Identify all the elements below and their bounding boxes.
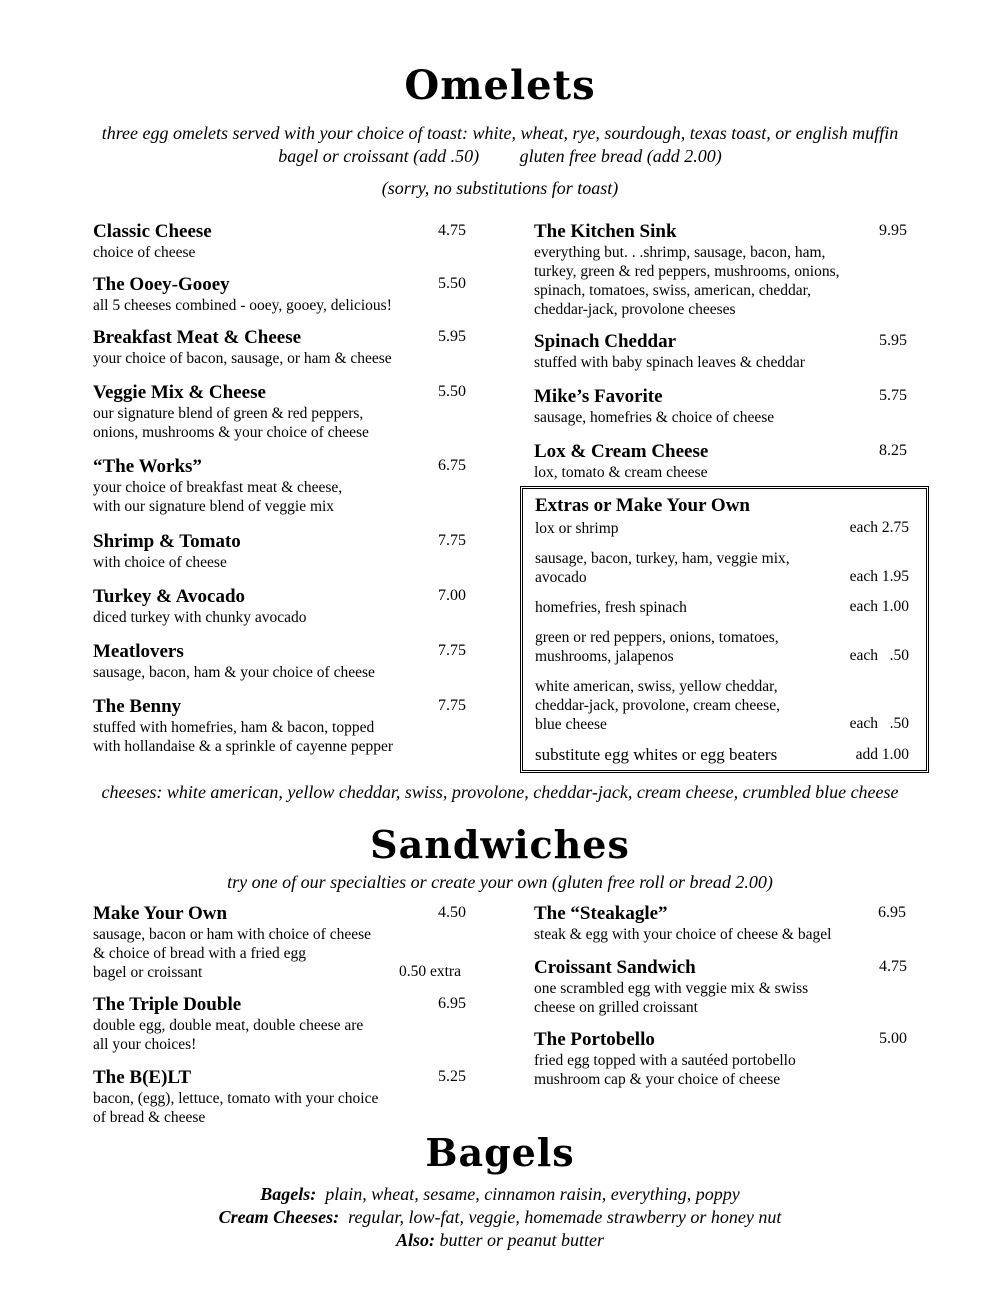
item-name: Meatlovers	[93, 641, 184, 662]
item-price: 5.50	[438, 275, 466, 292]
item-price: 7.75	[438, 532, 466, 549]
item-name: The Benny	[93, 696, 182, 717]
item-price: 5.50	[438, 383, 466, 400]
item-price: 6.75	[438, 457, 466, 474]
item-description: bacon, (egg), lettuce, tomato with your choice	[93, 1090, 379, 1107]
extras-box	[520, 486, 929, 773]
item-description: our signature blend of green & red peppers,	[93, 405, 364, 422]
also-line	[0, 1230, 1000, 1251]
cream-cheeses-line-label: Cream Cheeses:	[218, 1207, 340, 1227]
item-name: The “Steakagle”	[534, 903, 668, 924]
item-description: onions, mushrooms & your choice of cheese	[93, 424, 369, 441]
extras-row-price: each 1.95	[849, 568, 909, 585]
item-description: spinach, tomatoes, swiss, american, cheddar,	[534, 282, 812, 299]
item-description: with our signature blend of veggie mix	[93, 498, 335, 515]
extras-row-price: each 1.00	[849, 598, 909, 615]
item-description: stuffed with homefries, ham & bacon, topped	[93, 719, 375, 736]
extras-row-text: mushrooms, jalapenos	[535, 648, 674, 665]
cream-cheeses-line	[0, 1207, 1000, 1228]
extras-row-text: substitute egg whites or egg beaters	[535, 745, 778, 764]
item-description: with hollandaise & a sprinkle of cayenne pepper	[93, 738, 393, 755]
bagels-line	[0, 1184, 1000, 1205]
bagels-line-text: plain, wheat, sesame, cinnamon raisin, everything, poppy	[316, 1184, 740, 1204]
item-name: The Triple Double	[93, 994, 242, 1015]
item-description: your choice of breakfast meat & cheese,	[93, 479, 343, 496]
item-price: 5.00	[879, 1030, 907, 1047]
item-price: 7.00	[438, 587, 466, 604]
item-name: The B(E)LT	[93, 1067, 192, 1088]
item-price: 9.95	[879, 222, 907, 239]
item-description: cheese on grilled croissant	[534, 999, 698, 1016]
item-price: 7.75	[438, 697, 466, 714]
item-description: all your choices!	[93, 1036, 197, 1053]
item-price: 6.95	[438, 995, 466, 1012]
bagels-line-label: Bagels:	[260, 1184, 317, 1204]
item-description: cheddar-jack, provolone cheeses	[534, 301, 736, 318]
item-price: 4.50	[438, 904, 466, 921]
item-description: sausage, bacon or ham with choice of cheese	[93, 926, 372, 943]
omelets-intro-line-2: bagel or croissant (add .50) gluten free bread (add 2.00)	[278, 146, 722, 166]
item-description: all 5 cheeses combined - ooey, gooey, delicious!	[93, 297, 392, 314]
item-name: Veggie Mix & Cheese	[93, 382, 266, 403]
item-extra-price: 0.50 extra	[399, 963, 461, 980]
item-description: lox, tomato & cream cheese	[534, 464, 708, 481]
item-price: 4.75	[438, 222, 466, 239]
sandwiches-intro: try one of our specialties or create your own (gluten free roll or bread 2.00)	[227, 872, 773, 892]
item-price: 4.75	[879, 958, 907, 975]
bagels-heading: Bagels	[425, 1130, 575, 1175]
item-name: Spinach Cheddar	[534, 331, 677, 352]
item-name: The Kitchen Sink	[534, 221, 677, 242]
item-price: 5.25	[438, 1068, 466, 1085]
item-description: steak & egg with your choice of cheese & bagel	[534, 926, 832, 943]
item-price: 6.95	[878, 904, 906, 921]
omelets-heading: Omelets	[404, 62, 596, 109]
item-description: turkey, green & red peppers, mushrooms, onions,	[534, 263, 840, 280]
item-price: 5.75	[879, 387, 907, 404]
item-price: 5.95	[879, 332, 907, 349]
item-description: & choice of bread with a fried egg	[93, 945, 307, 962]
item-description: stuffed with baby spinach leaves & cheddar	[534, 354, 805, 371]
item-description: your choice of bacon, sausage, or ham & cheese	[93, 350, 392, 367]
item-description: diced turkey with chunky avocado	[93, 609, 307, 626]
item-description: one scrambled egg with veggie mix & swiss	[534, 980, 809, 997]
item-description: mushroom cap & your choice of cheese	[534, 1071, 781, 1088]
extras-row-price: add 1.00	[855, 746, 909, 763]
item-name: The Portobello	[534, 1029, 655, 1050]
cream-cheeses-line-text: regular, low-fat, veggie, homemade strawberry or honey nut	[339, 1207, 782, 1227]
sandwiches-heading: Sandwiches	[370, 822, 630, 867]
extras-row-text: homefries, fresh spinach	[535, 599, 687, 616]
extras-row-text: avocado	[535, 569, 587, 586]
extras-row-text: green or red peppers, onions, tomatoes,	[535, 629, 779, 646]
item-name: Turkey & Avocado	[93, 586, 246, 607]
extras-row-price: each .50	[849, 647, 909, 664]
extras-row-text: blue cheese	[535, 716, 607, 733]
item-description: choice of cheese	[93, 244, 196, 261]
also-line-text: butter or peanut butter	[435, 1230, 604, 1250]
omelets-toast-note: (sorry, no substitutions for toast)	[381, 178, 619, 198]
extras-row-price: each .50	[849, 715, 909, 732]
extras-row-text: cheddar-jack, provolone, cream cheese,	[535, 697, 780, 714]
cheeses-note: cheeses: white american, yellow cheddar, swiss, provolone, cheddar-jack, cream cheese, crumbled blue cheese	[101, 782, 899, 802]
extras-row-price: each 2.75	[849, 519, 909, 536]
item-price: 7.75	[438, 642, 466, 659]
item-name: Lox & Cream Cheese	[534, 441, 709, 462]
item-name: Breakfast Meat & Cheese	[93, 327, 302, 348]
extras-title: Extras or Make Your Own	[535, 495, 750, 516]
extras-row-text: lox or shrimp	[535, 520, 619, 537]
item-description: with choice of cheese	[93, 554, 227, 571]
item-name: Make Your Own	[93, 903, 228, 924]
item-name: Classic Cheese	[93, 221, 212, 242]
extras-row-text: sausage, bacon, turkey, ham, veggie mix,	[535, 550, 790, 567]
item-name: The Ooey-Gooey	[93, 274, 230, 295]
item-name: Croissant Sandwich	[534, 957, 696, 978]
item-description: fried egg topped with a sautéed portobello	[534, 1052, 796, 1069]
item-description: bagel or croissant	[93, 964, 203, 981]
item-name: “The Works”	[93, 456, 202, 477]
item-name: Shrimp & Tomato	[93, 531, 241, 552]
item-name: Mike’s Favorite	[534, 386, 663, 407]
item-price: 5.95	[438, 328, 466, 345]
item-description: everything but. . .shrimp, sausage, bacon, ham,	[534, 244, 826, 261]
omelets-intro-line-1: three egg omelets served with your choice of toast: white, wheat, rye, sourdough, texas toast, or english muffin	[101, 123, 899, 143]
item-description: of bread & cheese	[93, 1109, 206, 1126]
item-description: sausage, bacon, ham & your choice of cheese	[93, 664, 375, 681]
item-description: double egg, double meat, double cheese are	[93, 1017, 364, 1034]
item-price: 8.25	[879, 442, 907, 459]
also-line-label: Also:	[395, 1230, 435, 1250]
item-description: sausage, homefries & choice of cheese	[534, 409, 775, 426]
extras-row-text: white american, swiss, yellow cheddar,	[535, 678, 778, 695]
